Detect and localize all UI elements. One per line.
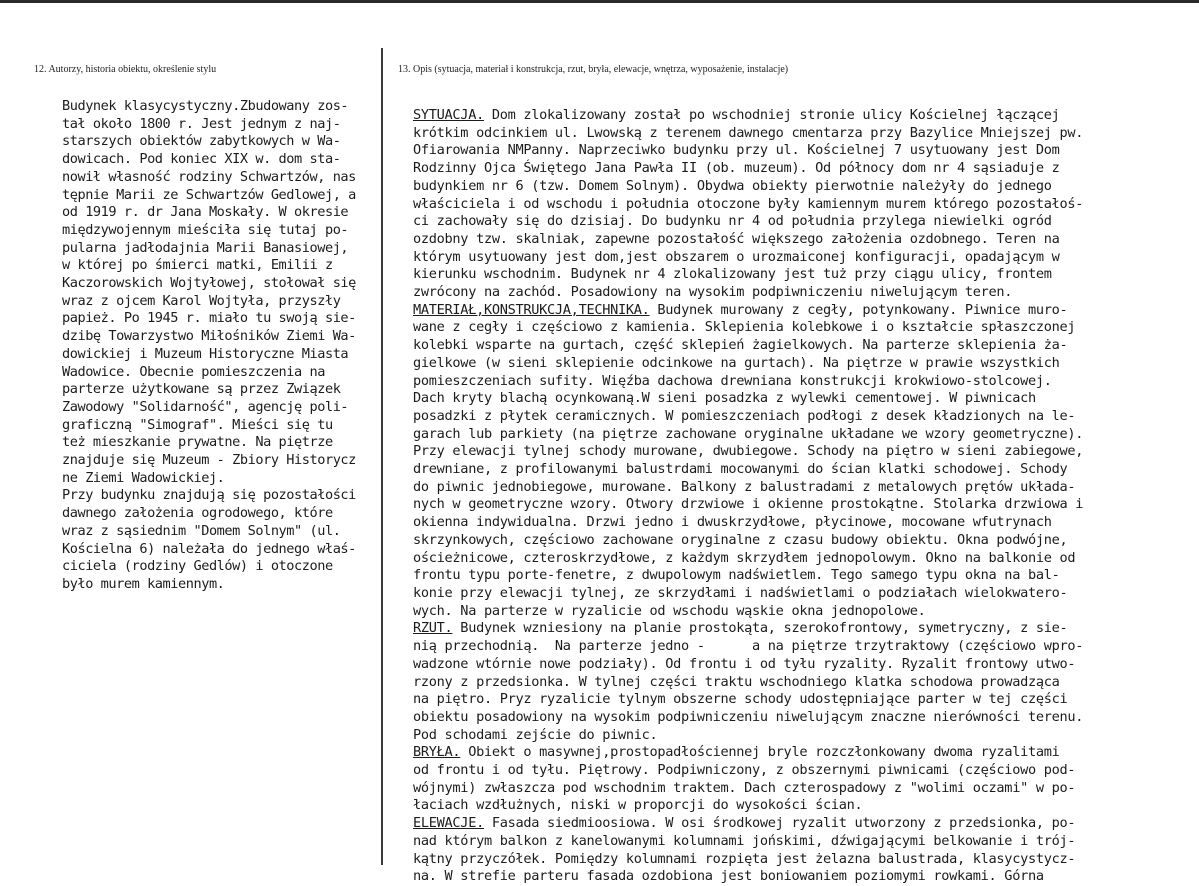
description-text-line	[413, 355, 1193, 373]
description-text-line	[413, 638, 1193, 656]
description-text-line	[413, 603, 1193, 621]
description-text-line	[413, 532, 1193, 550]
line-text: Dach kryty blachą ocynkowaną.W sieni posadzka z wylewki cementowej. W piwnicach	[413, 390, 1036, 407]
description-text-line	[413, 178, 1193, 196]
description-text-line	[413, 231, 1193, 249]
history-text-line: Budynek klasycystyczny.Zbudowany zos-	[62, 98, 349, 114]
line-text: kątny przyczółek. Pomiędzy kolumnami rozpięta jest żelazna balustrada, klasycystycz-	[413, 850, 1076, 867]
description-text-line	[413, 815, 1193, 833]
description-text-line	[413, 567, 1193, 585]
description-text-line	[413, 762, 1193, 780]
line-text: garach lub parkiety (na piętrze zachowane oryginalne układane we wzory geometryczne).	[413, 425, 1084, 442]
line-text: pomieszczeniach sufity. Więźba dachowa drewniana konstrukcji krokwiowo-stolcowej.	[413, 372, 1052, 389]
history-text-line: papież. Po 1945 r. miało tu swoją sie-	[62, 310, 356, 327]
description-text-line	[413, 620, 1193, 638]
description-text-line	[413, 107, 1193, 125]
line-text: wych. Na parterze w ryzalicie od wschodu wąskie okna jednopolowe.	[413, 602, 926, 619]
description-text-line	[413, 319, 1193, 337]
description-text-line	[413, 213, 1193, 231]
description-text-line	[413, 868, 1193, 886]
history-text-line: ne Ziemi Wadowickiej.	[62, 469, 225, 486]
line-text: zwrócony na zachód. Posadowiony na wysokim podpiwniczeniu niwelującym teren.	[413, 284, 1013, 301]
description-text-block	[413, 107, 1193, 886]
line-text: łaciach wzdłużnych, niski w proporcji do wysokości ścian.	[413, 797, 863, 814]
description-text-line	[413, 674, 1193, 692]
line-text: frontu typu porte-fenetre, z dwupolowym nadświetlem. Tego samego typu okna na bal-	[413, 567, 1060, 584]
line-text: obiektu posadowiony na wysokim podpiwniczeniu niwelującym znaczne nierówności terenu.	[413, 708, 1084, 725]
line-text: wane z cegły i częściowo z kamienia. Sklepienia kolebkowe i o kształcie spłaszczonej	[413, 319, 1076, 336]
line-text: ościeżnicowe, czteroskrzydłowe, z każdym skrzydłem jednopolowym. Okno na balkonie od	[413, 549, 1076, 566]
description-text-line	[413, 833, 1193, 851]
description-text-line	[413, 426, 1193, 444]
history-text-line: dawnego założenia ogrodowego, które	[62, 505, 333, 522]
section-13-header: 13. Opis (sytuacja, materiał i konstrukcja, rzut, bryła, elewacje, wnętrza, wyposażenie, instalacje)	[398, 64, 789, 75]
description-text-line	[413, 709, 1193, 727]
description-text-line	[413, 408, 1193, 426]
line-text: Przy elewacji tylnej schody murowane, dwubiegowe. Schody na piętro w sieni zabiegowe,	[413, 443, 1084, 460]
line-text: skrzynkowych, częściowo zachowane oryginalne z czasu budowy obiektu. Okna podwójne,	[413, 531, 1068, 548]
description-text-line	[413, 514, 1193, 532]
description-text-line	[413, 461, 1193, 479]
description-text-line	[413, 249, 1193, 267]
line-text: drewniane, z profilowanymi balustrdami mocowanymi do ścian klatki schodowej. Schody	[413, 461, 1068, 478]
description-text-line	[413, 196, 1193, 214]
description-text-line	[413, 125, 1193, 143]
history-text-line: międzywojennym mieściła się tutaj po-	[62, 221, 349, 238]
description-text-line	[413, 744, 1193, 762]
page-top-edge	[0, 0, 1199, 3]
history-text-line: też mieszkanie prywatne. Na piętrze	[62, 434, 333, 451]
description-text-line	[413, 496, 1193, 514]
history-text-line: pularna jadłodajnia Marii Banasiowej,	[62, 239, 349, 256]
description-text-line	[413, 337, 1193, 355]
line-text: Fasada siedmioosiowa. W osi środkowej ryzalit utworzony z przedsionka, po-	[483, 815, 1076, 832]
history-text-line: znajduje się Muzeum - Zbiory Historycz	[62, 452, 356, 469]
section-heading: BRYŁA.	[413, 744, 461, 761]
history-text-line: Kaczorowskich Wojtyłowej, stołował się	[62, 275, 356, 292]
history-text-line: Kościelna 6) należała do jednego właś-	[62, 540, 356, 557]
description-text-line	[413, 284, 1193, 302]
history-text-line: od 1919 r. dr Jana Moskały. W okresie	[62, 204, 349, 221]
line-text: gielkowe (w sieni sklepienie odcinkowe na gurtach). Na piętrze w prawie wszystkich	[413, 354, 1060, 371]
line-text: okienna indywidualna. Drzwi jedno i dwuskrzydłowe, płycinowe, mocowane wfutrynach	[413, 514, 1052, 531]
description-text-line	[413, 373, 1193, 391]
section-12-header: 12. Autorzy, historia obiektu, określenie stylu	[34, 64, 217, 75]
history-text-line: Zawodowy "Solidarność", agencję poli-	[62, 398, 349, 415]
line-text: Pod schodami zejście do piwnic.	[413, 726, 658, 743]
line-text: od frontu i od tyłu. Piętrowy. Podpiwniczony, z obszernymi piwnicami (częściowo pod-	[413, 762, 1076, 779]
history-text-line: ciciela (rodziny Gedlów) i otoczone	[62, 558, 333, 575]
description-text-line	[413, 691, 1193, 709]
description-text-line	[413, 160, 1193, 178]
history-text-line: tał około 1800 r. Jest jednym z naj-	[62, 115, 341, 132]
history-text-line: wraz z ojcem Karol Wojtyła, przyszły	[62, 292, 341, 309]
line-text: na piętro. Pryz ryzalicie tylnym obszerne schody udostępniające parter w tej części	[413, 691, 1068, 708]
line-text: Dom zlokalizowany został po wschodniej stronie ulicy Kościelnej łączącej	[483, 107, 1060, 123]
history-text-line: Wadowice. Obecnie pomieszczenia na	[62, 363, 325, 380]
history-text-line: parterze użytkowane są przez Związek	[62, 381, 341, 398]
section-heading: RZUT.	[413, 620, 453, 637]
description-text-line	[413, 851, 1193, 869]
history-text-line: dowickiej i Muzeum Historyczne Miasta	[62, 345, 349, 362]
line-text: na. W strefie parteru fasada ozdobiona jest boniowaniem poziomymi rowkami. Górna	[413, 868, 1044, 885]
description-text-line	[413, 390, 1193, 408]
line-text: Ofiarowania NMPanny. Naprzeciwko budynku przy ul. Kościelnej 7 usytuowany jest Dom	[413, 142, 1060, 159]
description-text-line	[413, 585, 1193, 603]
line-text: Rodzinny Ojca Świętego Jana Pawła II (ob. muzeum). Od północy dom nr 4 sąsiaduje z	[413, 160, 1060, 177]
section-heading: SYTUACJA.	[413, 107, 484, 123]
history-text-line: dzibę Towarzystwo Miłośników Ziemi Wa-	[62, 328, 356, 345]
line-text: wadzone wtórnie nowe podziały). Od frontu i od tyłu ryzality. Ryzalit frontowy utwo-	[413, 655, 1076, 672]
line-text: Budynek murowany z cegły, potynkowany. Piwnice muro-	[649, 301, 1068, 318]
history-text-line: Przy budynku znajdują się pozostałości	[62, 487, 356, 504]
line-text: posadzki z płytek ceramicznych. W pomieszczeniach podłogi z desek kładzionych na le-	[413, 407, 1076, 424]
description-text-line	[413, 797, 1193, 815]
history-text-line: dowicach. Pod koniec XIX w. dom sta-	[62, 151, 341, 168]
history-text-line: wraz z sąsiednim "Domem Solnym" (ul.	[62, 522, 341, 539]
description-text-line	[413, 142, 1193, 160]
history-text-line: tępnie Marii ze Schwartzów Gedlowej, a	[62, 186, 356, 203]
description-text-line	[413, 550, 1193, 568]
history-text-line: nowił własność rodziny Schwartzów, nas	[62, 168, 356, 185]
description-text-line	[413, 656, 1193, 674]
line-text: konie przy elewacji tylnej, ze skrzydłami i nadświetlami o podziałach wielokwaterо-	[413, 584, 1068, 601]
description-text-line	[413, 302, 1193, 320]
line-text: kolebki wsparte na gurtach, część sklepień żagielkowych. Na parterze sklepienia ża-	[413, 337, 1068, 354]
line-text: nią przechodnią. Na parterze jedno - a na piętrze trzytraktowy (częściowo wpro-	[413, 638, 1084, 655]
section-heading: MATERIAŁ,KONSTRUKCJA,TECHNIKA.	[413, 301, 650, 318]
line-text: rzony z przedsionka. W tylnej części traktu wschodniego klatka schodowa prowadząca	[413, 673, 1060, 690]
line-text: Obiekt o masywnej,prostopadłościennej bryle rozczłonkowany dwoma ryzalitami	[460, 744, 1060, 761]
line-text: właściciela i od wschodu i południa otoczone były kamiennym murem którego pozostałoś-	[413, 195, 1084, 212]
history-text-line: starszych obiektów zabytkowych w Wa-	[62, 133, 341, 150]
line-text: do piwnic jednobiegowe, murowane. Balkony z balustradami z metalowych prętów układa-	[413, 478, 1076, 495]
section-heading: ELEWACJE.	[413, 815, 484, 832]
line-text: krótkim odcinkiem ul. Lwowską z terenem dawnego cmentarza przy Bazylice Mniejszej pw.	[413, 124, 1084, 141]
description-text-line	[413, 727, 1193, 745]
description-text-line	[413, 479, 1193, 497]
line-text: ci zachowały się do dzisiaj. Do budynku nr 4 od południa przylega niewielki ogród	[413, 213, 1052, 230]
line-text: nych w geometryczne wzory. Otwory drzwiowe i okienne prostokątne. Stolarka drzwiowa i	[413, 496, 1084, 513]
history-text-line: graficzną "Simograf". Mieści się tu	[62, 416, 333, 433]
description-text-line	[413, 780, 1193, 798]
line-text: nad którym balkon z kanelowanymi kolumnami jońskimi, dźwigającymi belkowanie i trój-	[413, 832, 1076, 849]
line-text: którym usytuowany jest dom,jest obszarem o urozmaiconej konfiguracji, opadającym w	[413, 248, 1060, 265]
column-divider	[381, 48, 383, 865]
history-text-block	[62, 98, 380, 594]
history-text-line: było murem kamiennym.	[62, 575, 225, 592]
line-text: Budynek wzniesiony na planie prostokąta, szerokofrontowy, symetryczny, z sie-	[452, 620, 1068, 637]
line-text: kierunku wschodnim. Budynek nr 4 zlokalizowany jest tuż przy ciągu ulicy, frontem	[413, 266, 1052, 283]
line-text: budynkiem nr 6 (tzw. Domem Solnym). Obydwa obiekty pierwotnie należyły do jednego	[413, 177, 1052, 194]
description-text-line	[413, 443, 1193, 461]
description-text-line	[413, 266, 1193, 284]
history-text-line: w której po śmierci matki, Emilii z	[62, 257, 333, 274]
line-text: wójnymi) zwłaszcza pod wschodnim traktem. Dach czterospadowy z "wolimi oczami" w po-	[413, 779, 1076, 796]
line-text: ozdobny tzw. skalniak, zapewne pozostałość większego założenia ozdobnego. Teren na	[413, 230, 1060, 247]
